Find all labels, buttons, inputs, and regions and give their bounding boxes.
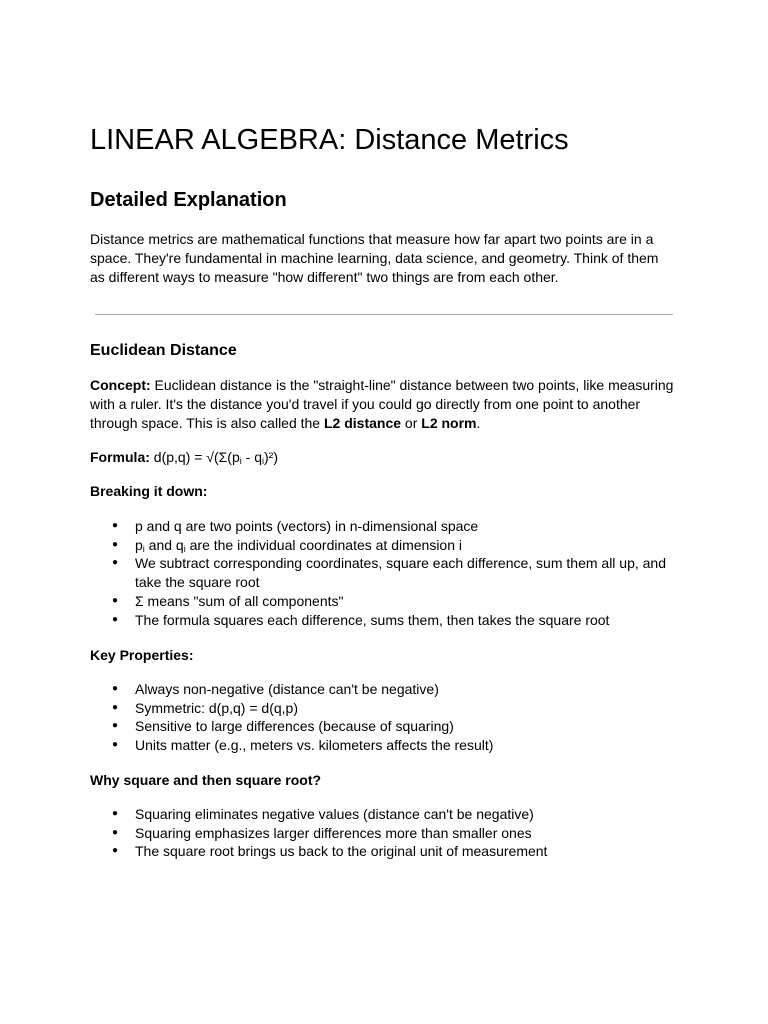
list-item: ● Symmetric: d(p,q) = d(q,p) <box>90 699 675 718</box>
formula-text-b: - q <box>241 449 262 465</box>
intro-paragraph: Distance metrics are mathematical functions that measure how far apart two points are in a space. They're fundamental in machine learning, data science, and geometry. Think of them as different ways to measure "how different" two things are from each other. <box>90 231 659 285</box>
list-item: ● Squaring emphasizes larger differences more than smaller ones <box>90 824 675 843</box>
list-item: ● Always non-negative (distance can't be negative) <box>90 680 675 699</box>
item-subscript-2: i <box>183 543 186 554</box>
formula-text-c: )²) <box>264 449 278 465</box>
why-label: Why square and then square root? <box>90 772 322 788</box>
formula-subscript-1: i <box>239 456 242 466</box>
page-subtitle: Detailed Explanation <box>90 189 287 211</box>
formula-paragraph <box>90 448 675 467</box>
list-item: ● Σ means "sum of all components" <box>90 592 675 611</box>
list-item: ● p and q are two points (vectors) in n-dimensional space <box>90 517 675 536</box>
section-heading: Euclidean Distance <box>90 342 237 359</box>
list-item: ● We subtract corresponding coordinates, square each difference, sum them all up, and take the square root <box>90 554 675 591</box>
list-item <box>90 536 675 555</box>
breakdown-list <box>90 517 680 629</box>
list-item: ● The square root brings us back to the original unit of measurement <box>90 842 675 861</box>
properties-label: Key Properties: <box>90 647 194 663</box>
formula-label: Formula: <box>90 449 150 465</box>
why-list <box>90 805 680 861</box>
section-divider <box>95 314 673 315</box>
concept-bold-l2-norm: L2 norm <box>421 415 477 431</box>
page-title: LINEAR ALGEBRA: Distance Metrics <box>90 124 569 156</box>
list-item: ● Units matter (e.g., meters vs. kilometers affects the result) <box>90 736 675 755</box>
concept-bold-l2-distance: L2 distance <box>324 415 402 431</box>
list-item: ● Sensitive to large differences (because of squaring) <box>90 717 675 736</box>
formula-subscript-2: i <box>262 456 264 466</box>
concept-text-2: or <box>401 415 422 431</box>
properties-list <box>90 680 680 755</box>
concept-text-3: . <box>476 415 481 431</box>
breakdown-label: Breaking it down: <box>90 483 208 499</box>
list-item: ● Squaring eliminates negative values (distance can't be negative) <box>90 805 675 824</box>
item-subscript-1: i <box>142 543 145 554</box>
item-text-c: are the individual coordinates at dimension i <box>185 536 463 553</box>
formula-text-a: d(p,q) = √(Σ(p <box>149 449 240 465</box>
concept-paragraph <box>90 376 675 433</box>
item-text-a: p <box>135 536 143 553</box>
list-item: ● The formula squares each difference, sums them, then takes the square root <box>90 611 675 630</box>
concept-label: Concept: <box>90 377 151 393</box>
concept-text-1: Euclidean distance is the "straight-line" distance between two points, like measuring with a ruler. It's the distance you'd travel if you could go directly from one point to another through space. This is also called the <box>90 377 674 431</box>
item-text-b: and q <box>144 536 184 553</box>
